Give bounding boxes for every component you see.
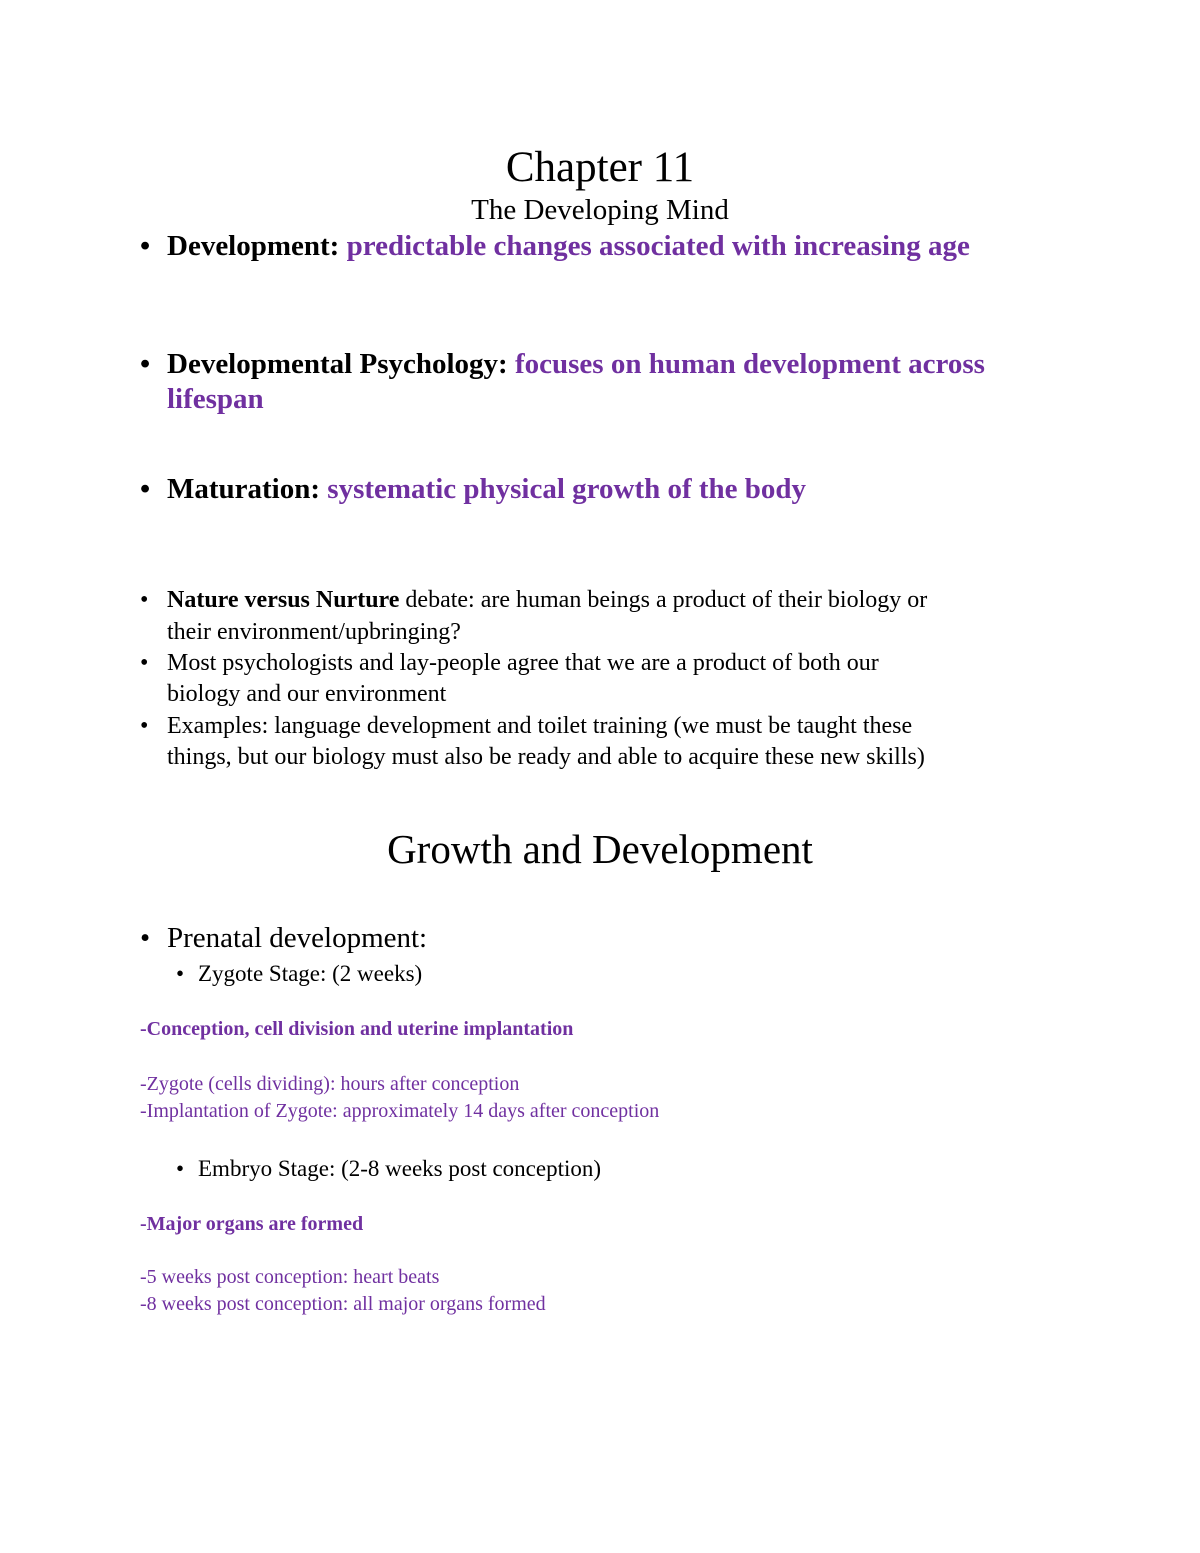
bullet-icon: •	[140, 348, 151, 380]
list-text-continued: things, but our biology must also be ready and able to acquire these new skills)	[167, 744, 925, 770]
embryo-detail: -8 weeks post conception: all major organs formed	[140, 1293, 546, 1315]
term: Developmental Psychology:	[167, 348, 508, 380]
bullet-icon: •	[140, 650, 149, 676]
embryo-stage: Embryo Stage: (2-8 weeks post conception)	[198, 1156, 602, 1181]
term: Maturation:	[167, 473, 321, 505]
definition: predictable changes associated with increasing age	[346, 230, 970, 262]
term: Development:	[167, 230, 340, 262]
bold-term: Nature versus Nurture	[167, 587, 400, 613]
list-text-continued: biology and our environment	[167, 681, 447, 707]
bullet-icon: •	[176, 961, 185, 986]
chapter-subtitle: The Developing Mind	[471, 194, 729, 226]
zygote-detail: -Implantation of Zygote: approximately 14 days after conception	[140, 1100, 660, 1122]
zygote-stage: Zygote Stage: (2 weeks)	[198, 961, 423, 986]
list-text: Examples: language development and toilet training (we must be taught these	[167, 713, 913, 739]
embryo-summary: -Major organs are formed	[140, 1213, 364, 1235]
list-text-continued: their environment/upbringing?	[167, 619, 461, 645]
bullet-icon: •	[176, 1156, 185, 1181]
chapter-title: Chapter 11	[505, 144, 695, 191]
bullet-icon: •	[140, 713, 149, 739]
zygote-summary: -Conception, cell division and uterine implantation	[140, 1018, 574, 1040]
embryo-detail: -5 weeks post conception: heart beats	[140, 1266, 440, 1288]
bullet-icon: •	[140, 473, 151, 505]
zygote-detail: -Zygote (cells dividing): hours after conception	[140, 1073, 520, 1095]
bullet-icon: •	[140, 587, 149, 613]
bullet-icon: •	[140, 922, 151, 954]
list-text: debate: are human beings a product of their biology or	[399, 587, 928, 613]
section-heading: Growth and Development	[387, 826, 813, 872]
definition-continued: lifespan	[167, 383, 264, 415]
bullet-icon: •	[140, 230, 151, 262]
prenatal-heading: Prenatal development:	[167, 922, 428, 954]
list-text: Most psychologists and lay-people agree that we are a product of both our	[167, 650, 879, 676]
definition: systematic physical growth of the body	[327, 473, 807, 505]
definition: focuses on human development across	[514, 348, 985, 380]
